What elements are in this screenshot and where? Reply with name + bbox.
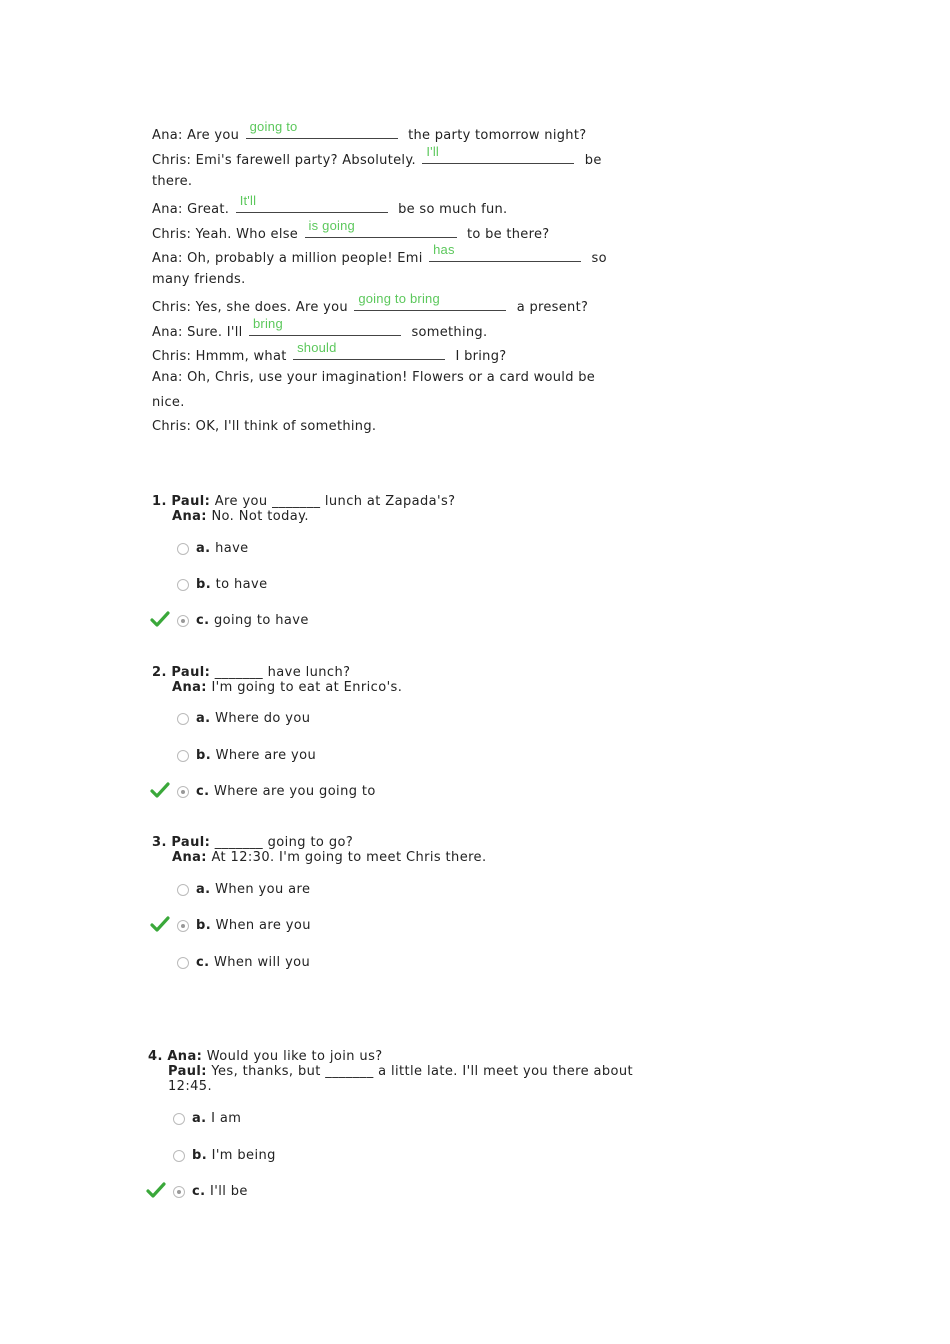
question-prompt: [152, 494, 455, 509]
response-text: I'm going to eat at Enrico's.: [211, 680, 403, 695]
question-number: 1.: [152, 494, 167, 509]
option-text: I am: [211, 1111, 242, 1126]
prompt-text: Would you like to join us?: [206, 1049, 383, 1064]
answer-blank[interactable]: [293, 340, 445, 360]
option-a[interactable]: [196, 541, 249, 556]
option-b[interactable]: [196, 918, 311, 933]
dialogue-text: Ana: Oh, probably a million people! Emi: [152, 251, 423, 266]
question-prompt: [152, 665, 350, 680]
dialogue-text: Chris: Yeah. Who else: [152, 227, 299, 242]
question-number: 3.: [152, 835, 167, 850]
option-text: When you are: [215, 882, 311, 897]
option-letter: b.: [192, 1148, 208, 1163]
speaker-label: Ana:: [172, 850, 207, 865]
dialogue-text: Ana: Are you: [152, 128, 240, 143]
option-letter: b.: [196, 918, 212, 933]
option-text: When will you: [214, 955, 311, 970]
check-mark-icon: [146, 1182, 166, 1198]
radio-button-icon[interactable]: [177, 543, 189, 555]
radio-button-icon[interactable]: [177, 957, 189, 969]
radio-button-icon[interactable]: [177, 750, 189, 762]
option-b[interactable]: [196, 577, 267, 592]
dialogue-line: [152, 218, 550, 242]
option-c[interactable]: [196, 613, 309, 628]
option-text: I'm being: [211, 1148, 276, 1163]
radio-button-icon[interactable]: [177, 786, 189, 798]
dialogue-text: Chris: Hmmm, what: [152, 349, 287, 364]
dialogue-text: nice.: [152, 395, 185, 410]
answer-blank[interactable]: [429, 242, 581, 262]
question-response: [172, 509, 309, 524]
speaker-label: Ana:: [172, 680, 207, 695]
speaker-label: Ana:: [172, 509, 207, 524]
option-letter: c.: [196, 955, 210, 970]
dialogue-text: I bring?: [455, 349, 507, 364]
dialogue-text: Ana: Oh, Chris, use your imagination! Flowers or a card would be: [152, 370, 596, 385]
response-text: Yes, thanks, but _______ a little late. I'll meet you there about: [211, 1064, 634, 1079]
radio-button-icon[interactable]: [177, 920, 189, 932]
response-text-continued: 12:45.: [168, 1079, 212, 1094]
option-text: Where do you: [215, 711, 311, 726]
radio-button-icon[interactable]: [173, 1186, 185, 1198]
dialogue-text: the party tomorrow night?: [408, 128, 587, 143]
option-b[interactable]: [192, 1148, 276, 1163]
dialogue-text: Chris: OK, I'll think of something.: [152, 419, 377, 434]
dialogue-line: [152, 119, 587, 143]
dialogue-line: [152, 316, 488, 340]
question-response: [172, 850, 486, 865]
dialogue-text: Chris: Emi's farewell party? Absolutely.: [152, 153, 416, 168]
answer-blank[interactable]: [354, 291, 506, 311]
check-mark-icon: [150, 611, 170, 627]
dialogue-text: there.: [152, 174, 193, 189]
dialogue-line: [152, 193, 508, 217]
option-letter: c.: [192, 1184, 206, 1199]
dialogue-line: [152, 144, 602, 168]
option-letter: a.: [196, 541, 211, 556]
option-letter: a.: [192, 1111, 207, 1126]
question-response: [168, 1064, 633, 1079]
filled-answer: has: [433, 242, 455, 257]
answer-blank[interactable]: [422, 144, 574, 164]
dialogue-text: so: [591, 251, 607, 266]
filled-answer: It'll: [239, 193, 257, 208]
response-text: At 12:30. I'm going to meet Chris there.: [211, 850, 487, 865]
option-letter: a.: [196, 882, 211, 897]
filled-answer: going to bring: [358, 291, 440, 306]
option-text: going to have: [214, 613, 309, 628]
dialogue-line: [152, 242, 607, 266]
answer-blank[interactable]: [246, 119, 398, 139]
dialogue-text: be so much fun.: [398, 202, 508, 217]
option-a[interactable]: [196, 882, 310, 897]
answer-blank[interactable]: [236, 193, 388, 213]
speaker-label: Ana:: [167, 1049, 203, 1064]
radio-button-icon[interactable]: [173, 1150, 185, 1162]
answer-blank[interactable]: [249, 316, 401, 336]
option-text: I'll be: [210, 1184, 248, 1199]
speaker-label: Paul:: [171, 665, 211, 680]
response-text: No. Not today.: [211, 509, 309, 524]
option-a[interactable]: [192, 1111, 241, 1126]
option-letter: a.: [196, 711, 211, 726]
prompt-text: Are you _______ lunch at Zapada's?: [214, 494, 456, 509]
filled-answer: I'll: [426, 144, 440, 159]
radio-button-icon[interactable]: [177, 713, 189, 725]
filled-answer: going to: [249, 119, 298, 134]
check-mark-icon: [150, 916, 170, 932]
dialogue-line: [152, 340, 507, 364]
question-number: 2.: [152, 665, 167, 680]
dialogue-text: many friends.: [152, 272, 246, 287]
option-c[interactable]: [196, 955, 310, 970]
prompt-text: _______ going to go?: [214, 835, 354, 850]
option-text: Where are you going to: [214, 784, 376, 799]
option-letter: c.: [196, 613, 210, 628]
speaker-label: Paul:: [171, 494, 211, 509]
radio-button-icon[interactable]: [177, 579, 189, 591]
speaker-label: Paul:: [171, 835, 211, 850]
check-mark-icon: [150, 782, 170, 798]
speaker-label: Paul:: [168, 1064, 207, 1079]
dialogue-text: Ana: Sure. I'll: [152, 325, 243, 340]
question-prompt: [148, 1049, 383, 1064]
filled-answer: bring: [253, 316, 283, 331]
option-c[interactable]: [192, 1184, 248, 1199]
question-prompt: [152, 835, 353, 850]
option-letter: b.: [196, 748, 212, 763]
question-number: 4.: [148, 1049, 163, 1064]
option-letter: b.: [196, 577, 212, 592]
option-c[interactable]: [196, 784, 376, 799]
option-text: When are you: [215, 918, 311, 933]
prompt-text: _______ have lunch?: [214, 665, 351, 680]
answer-blank[interactable]: [305, 218, 457, 238]
dialogue-text: a present?: [516, 300, 589, 315]
option-text: have: [215, 541, 249, 556]
radio-button-icon[interactable]: [177, 615, 189, 627]
option-a[interactable]: [196, 711, 310, 726]
option-b[interactable]: [196, 748, 316, 763]
filled-answer: should: [297, 340, 337, 355]
radio-button-icon[interactable]: [177, 884, 189, 896]
option-letter: c.: [196, 784, 210, 799]
dialogue-text: to be there?: [466, 227, 550, 242]
dialogue-text: something.: [411, 325, 488, 340]
dialogue-text: Ana: Great.: [152, 202, 230, 217]
option-text: Where are you: [215, 748, 317, 763]
option-text: to have: [215, 577, 268, 592]
dialogue-text: Chris: Yes, she does. Are you: [152, 300, 348, 315]
question-response: [172, 680, 402, 695]
radio-button-icon[interactable]: [173, 1113, 185, 1125]
filled-answer: is going: [308, 218, 355, 233]
dialogue-line: [152, 291, 589, 315]
dialogue-text: be: [584, 153, 602, 168]
